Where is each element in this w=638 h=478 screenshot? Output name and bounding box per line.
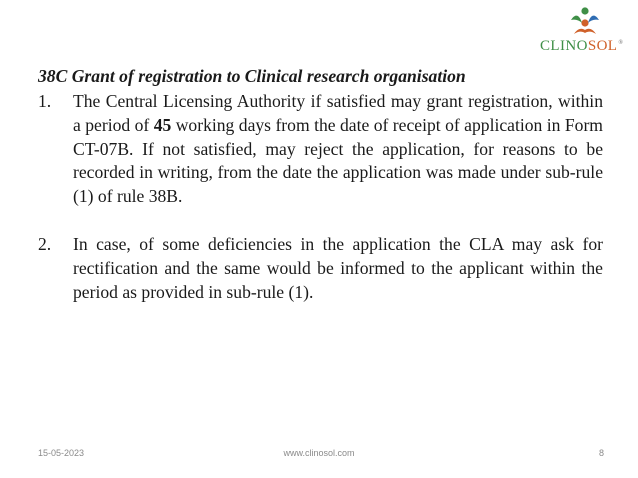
list-item (38, 90, 603, 209)
list-item-text-start: The Central Licensing Authority if satisfied may grant registration, within a period of (73, 91, 603, 135)
logo-text-sol: SOL (587, 38, 618, 54)
clinosol-logo (538, 6, 634, 58)
footer-page-number: 8 (598, 448, 604, 458)
list-item-bold-days: 45 (153, 114, 172, 135)
list-item-number: 1. (38, 91, 52, 111)
slide-heading: 38C Grant of registration to Clinical research organisation (38, 66, 466, 86)
footer-website: www.clinosol.com (283, 448, 355, 458)
logo-wordmark (540, 38, 623, 55)
list-item-text-end: working days from the date of receipt of application in Form CT-07B. If not satisfied, may reject the application, for reasons to be recorded in writing, from the date the application was made under sub-rule (1) of rule 38B. (73, 114, 603, 207)
list-item-text (73, 90, 603, 209)
logo-registered-mark: ® (618, 40, 624, 46)
logo-text-clino: CLINO (540, 38, 588, 54)
list-item-text: In case, of some deficiencies in the application the CLA may ask for rectification and the same would be informed to the applicant within the period as provided in sub-rule (1). (73, 233, 603, 302)
footer-date: 15-05-2023 (38, 448, 85, 458)
slide-content (38, 63, 603, 304)
list-item-number: 2. (38, 233, 52, 254)
list-item (38, 233, 603, 304)
clinosol-logo-icon (568, 6, 602, 38)
